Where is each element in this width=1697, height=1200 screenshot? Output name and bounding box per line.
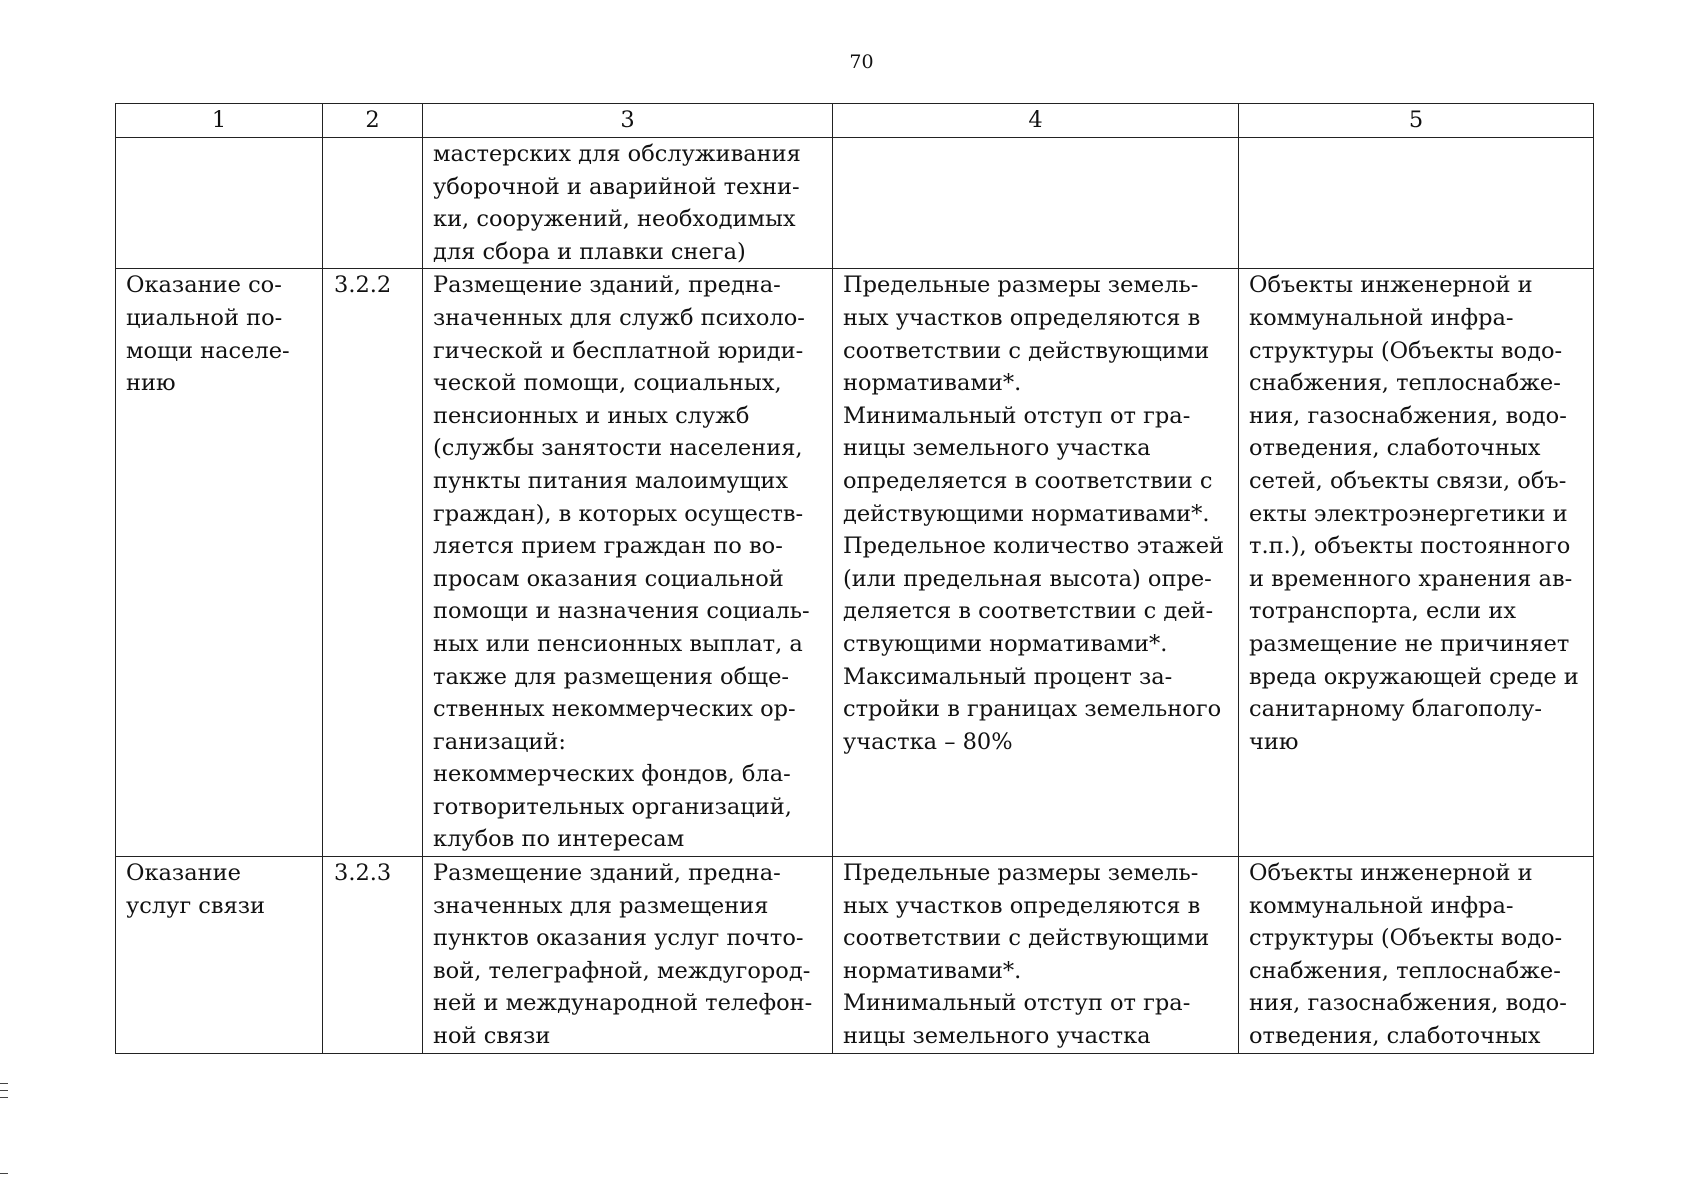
scan-edge-mark xyxy=(0,1090,8,1091)
use-code-cell xyxy=(323,269,423,857)
auxiliary-uses-text: Объекты инженерной и коммунальной инфра- структуры (Объекты водо- снабжения, теплоснабже- ния, газоснабжения, водо- отведения, слаботочных сетей, объекты связи, объ- екты электроэнергетики и т.п.), объекты постоянного и временного хранения ав- тотранспорта, если их размещение не причиняет вреда окружающей среде и санитарному благополу- чию xyxy=(1249,272,1579,755)
description-cell xyxy=(423,138,833,269)
column-header-5: 5 xyxy=(1239,104,1594,138)
use-code-text: 3.2.2 xyxy=(334,272,392,299)
table-header-row xyxy=(116,104,1594,138)
parameters-cell xyxy=(833,269,1239,857)
description-cell xyxy=(423,857,833,1054)
description-text: Размещение зданий, предна- значенных для служб психоло- гической и бесплатной юриди- ческой помощи, социальных, пенсионных и иных служб (службы занятости населения, пункты питания малоимущих граждан), в которых осуществ- ляется прием граждан по во- просам оказания социальной помощи и назначения социаль- ных или пенсионных выплат, а также для размещения обще- ственных некоммерческих ор- ганизаций: некоммерческих фондов, бла- готворительных организаций, клубов по интересам xyxy=(433,272,810,853)
description-cell xyxy=(423,269,833,857)
column-header-1: 1 xyxy=(116,104,323,138)
parameters-cell xyxy=(833,857,1239,1054)
use-code-text: 3.2.3 xyxy=(334,860,392,887)
page-number: 70 xyxy=(849,51,874,73)
use-name-cell xyxy=(116,269,323,857)
use-code-cell xyxy=(323,138,423,269)
use-code-cell xyxy=(323,857,423,1054)
scan-edge-mark xyxy=(0,1097,8,1098)
use-name-text: Оказание услуг связи xyxy=(126,860,266,919)
table-row xyxy=(116,138,1594,269)
auxiliary-uses-text: Объекты инженерной и коммунальной инфра- структуры (Объекты водо- снабжения, теплоснабже- ния, газоснабжения, водо- отведения, слаботочных xyxy=(1249,860,1567,1050)
scan-edge-mark xyxy=(0,1173,8,1174)
column-header-3: 3 xyxy=(423,104,833,138)
use-name-cell xyxy=(116,138,323,269)
scan-edge-mark xyxy=(0,1083,8,1084)
auxiliary-uses-cell xyxy=(1239,269,1594,857)
parameters-text: Предельные размеры земель- ных участков определяются в соответствии с действующими нормативами*. Минимальный отступ от гра- ницы земельного участка xyxy=(843,860,1210,1050)
parameters-cell xyxy=(833,138,1239,269)
auxiliary-uses-cell xyxy=(1239,857,1594,1054)
description-text: Размещение зданий, предна- значенных для размещения пунктов оказания услуг почто- вой, телеграфной, междугород- ней и международной телефон- ной связи xyxy=(433,860,813,1050)
land-use-table xyxy=(115,103,1594,1054)
use-name-text: Оказание со- циальной по- мощи населе- нию xyxy=(126,272,290,397)
use-name-cell xyxy=(116,857,323,1054)
table-row xyxy=(116,269,1594,857)
column-header-2: 2 xyxy=(323,104,423,138)
parameters-text: Предельные размеры земель- ных участков определяются в соответствии с действующими нормативами*. Минимальный отступ от гра- ницы земельного участка определяется в соответствии с действующими нормативами*. Предельное количество этажей (или предельная высота) опре- деляется в соответствии с дей- ствующими нормативами*. Максимальный процент за- стройки в границах земельного участка – 80% xyxy=(843,272,1225,755)
column-header-4: 4 xyxy=(833,104,1239,138)
description-text: мастерских для обслуживания уборочной и аварийной техни- ки, сооружений, необходимых для сбора и плавки снега) xyxy=(433,141,801,265)
table-row xyxy=(116,857,1594,1054)
auxiliary-uses-cell xyxy=(1239,138,1594,269)
